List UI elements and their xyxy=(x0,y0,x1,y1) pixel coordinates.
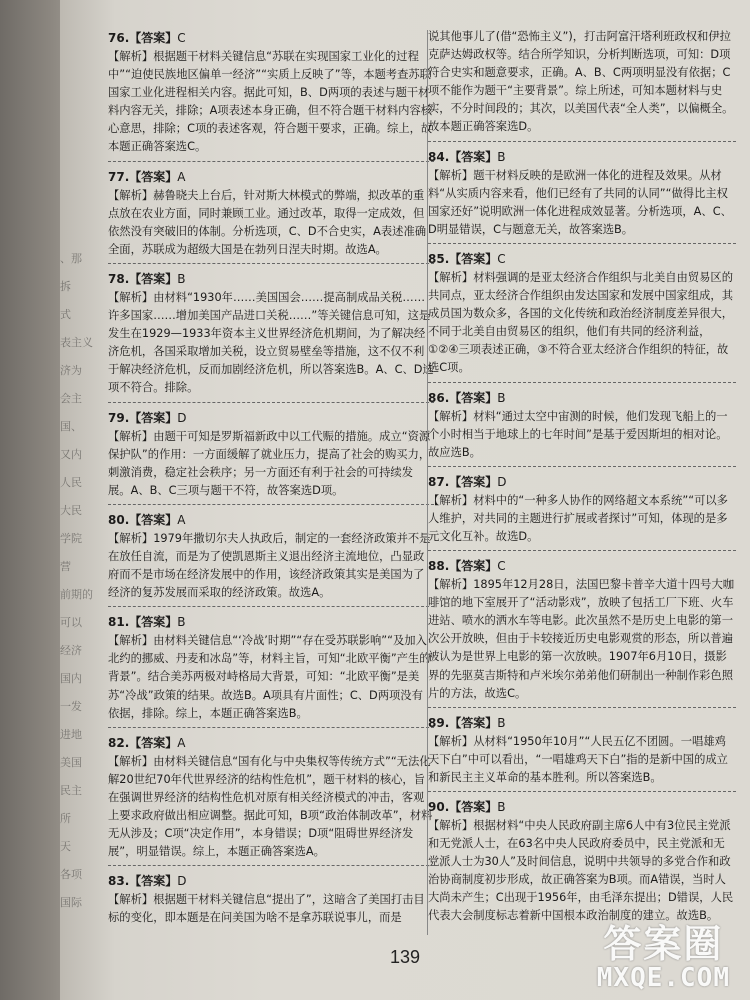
answer-block-86 xyxy=(428,388,736,467)
bleed-fragment: 国、 xyxy=(60,420,82,433)
answer-value: D xyxy=(497,474,507,489)
answer-label: 80.【答案】 xyxy=(108,512,178,527)
answer-value: B xyxy=(497,715,506,730)
bleed-fragment: 可以 xyxy=(60,616,82,629)
bleed-fragment: 国内 xyxy=(60,672,82,685)
left-answer-column xyxy=(108,28,434,932)
answer-label: 87.【答案】 xyxy=(428,474,498,489)
answer-label: 85.【答案】 xyxy=(428,251,498,266)
divider xyxy=(108,865,434,866)
analysis-text: 【解析】从材料“1950年10月”“人民五亿不团圆。一唱雄鸡天下白”中可以看出，“一唱雄鸡天下白”指的是新中国的成立和新民主主义革命的基本胜利。所以答案选B。 xyxy=(428,734,728,784)
bleed-fragment: 一发 xyxy=(60,700,82,713)
answer-label: 81.【答案】 xyxy=(108,615,178,630)
answer-label: 86.【答案】 xyxy=(428,390,498,405)
answer-value: C xyxy=(177,31,186,45)
right-answer-column xyxy=(428,28,736,931)
bleed-fragment: 营 xyxy=(60,560,71,573)
bleed-fragment: 天 xyxy=(60,840,71,853)
answer-block-77 xyxy=(108,167,434,264)
answer-label: 79.【答案】 xyxy=(108,410,178,425)
divider xyxy=(428,141,736,142)
answer-label: 89.【答案】 xyxy=(428,715,498,730)
page-number: 139 xyxy=(390,947,421,967)
answer-block-78 xyxy=(108,269,434,403)
bleed-fragment: 进地 xyxy=(60,728,82,741)
answer-value: B xyxy=(177,271,186,286)
answer-block-88 xyxy=(428,556,736,708)
divider xyxy=(108,504,434,505)
bleed-fragment: 又内 xyxy=(60,448,82,461)
watermark-url: MXQE.COM xyxy=(596,963,730,993)
bleed-fragment: 大民 xyxy=(60,504,82,517)
analysis-text: 【解析】根据题干材料关键信息“提出了”，这暗含了美国打击目标的变化，即本题是在问美国为啥不是拿苏联说事儿，而是 xyxy=(108,893,425,925)
answer-label: 78.【答案】 xyxy=(108,271,178,286)
divider xyxy=(108,727,434,728)
answer-block-82 xyxy=(108,733,434,867)
answer-value: B xyxy=(497,390,506,405)
analysis-text: 【解析】由材料关键信息“国有化与中央集权等传统方式”“无法化解20世纪70年代世界经济的结构性危机”，题干材料的核心，旨在强调世界经济的结构性危机对原有相关经济模式的冲击，客观上要求政府做出相应调整。据此可知，B项“政治体制改革”，材料无从涉及；C项“决定作用”，本身错误；D项“阻碍世界经济发展”，明显错误。综上，本题正确答案选A。 xyxy=(108,754,433,859)
answer-block-84 xyxy=(428,147,736,244)
bleed-fragment: 、那 xyxy=(60,252,82,265)
answer-label: 88.【答案】 xyxy=(428,559,498,574)
watermark-title: 答案圈 xyxy=(603,922,724,966)
analysis-text: 【解析】题干材料反映的是欧洲一体化的进程及效果。从材料“从实质内容来看，他们已经有了共同的认同”“做得比主权国家还好”说明欧洲一体化进程成效显著。分析选项，A、C、D明显错误，C与题意无关，故答案选B。 xyxy=(428,168,732,236)
analysis-text: 【解析】由题干可知是罗斯福新政中以工代赈的措施。成立“资源保护队”的作用：一方面缓解了就业压力，提高了社会的购买力，刺激消费，稳定社会秩序；另一方面还有利于社会的可持续发展。A、B、C三项与题干不符，故答案选D项。 xyxy=(108,429,431,497)
bleed-fragment: 式 xyxy=(60,308,71,321)
book-page xyxy=(60,0,750,1000)
answer-value: D xyxy=(177,410,187,425)
analysis-text: 【解析】由材料“1930年……美国国会……提高制成品关税……许多国家……增加美国产品进口关税……”等关键信息可知，这是发生在1929—1933年资本主义世界经济危机期间，为了解决经济危机，各国采取增加关税，设立贸易壁垒等措施，这不仅不利于解决经济危机，反而加剧经济危机，所以答案选B。A、C、D选项不符合。排除。 xyxy=(108,290,434,395)
divider xyxy=(428,243,736,244)
analysis-text: 【解析】根据题干材料关键信息“苏联在实现国家工业化的过程中”“迫使民族地区偏单一经济”“实质上反映了”等，本题考查苏联国家工业化进程相关内容。据此可知，B、D两项的表述与题干材料内容无关，排除；A项表述本身正确，但不符合题干材料内容核心意思，排除；C项的表述客观，符合题干要求，正确。综上，故本题正确答案选C。 xyxy=(108,50,433,154)
bleed-fragment: 经济 xyxy=(60,644,82,657)
divider xyxy=(428,550,736,551)
analysis-text: 【解析】1895年12月28日，法国巴黎卡普辛大道十四号大咖啡馆的地下室展开了“活动影戏”，放映了包括工厂下班、火车进站、喷水的洒水车等电影。此次虽然不是历史上电影的第一次公开放映，但由于卡较接近历史电影观赏的形态，所以普遍被认为是世界上电影的第一次放映。1907年6月10日，摄影界的先驱莫吉斯特和卢米埃尔弟弟他们研制出一种制作彩色照片的方法，故选C。 xyxy=(428,578,735,700)
answer-label: 76.【答案】 xyxy=(108,31,178,45)
answer-value: C xyxy=(497,251,506,266)
answer-block-87 xyxy=(428,472,736,551)
analysis-text: 【解析】1979年撒切尔夫人执政后，制定的一套经济政策并不是在放任自流，而是为了使凯恩斯主义退出经济主流地位，凸显政府而不是市场在经济发展中的作用，该经济政策其实是美国为了经济的复苏发展而采取的经济政策。故选A。 xyxy=(108,531,431,600)
bleed-fragment: 会主 xyxy=(60,392,82,405)
answer-value: B xyxy=(177,615,186,630)
bleed-fragment: 所 xyxy=(60,812,71,825)
answer-value: C xyxy=(497,559,506,574)
answer-label: 82.【答案】 xyxy=(108,735,178,750)
answer-block-83 xyxy=(108,871,434,927)
answer-value: A xyxy=(177,512,186,527)
answer-value: D xyxy=(177,874,187,889)
divider xyxy=(428,382,736,383)
answer-block-83-continued xyxy=(428,28,736,142)
analysis-text: 【解析】材料中的“一种多人协作的网络超文本系统”“可以多人维护，对共同的主题进行扩展或者探讨”可知，体现的是多元文化互补。故选D。 xyxy=(428,493,728,543)
answer-value: A xyxy=(177,735,186,750)
site-watermark-logo xyxy=(597,924,730,992)
divider xyxy=(108,402,434,403)
answer-value: B xyxy=(497,800,506,814)
answer-block-89 xyxy=(428,713,736,792)
bleed-fragment: 学院 xyxy=(60,532,82,545)
analysis-text: 【解析】材料强调的是亚太经济合作组织与北美自由贸易区的共同点，亚太经济合作组织由发达国家和发展中国家组成，其成员国为数众多，各国的文化传统和政治经济制度差异很大，不同于北美自由贸易区的组织，他们有共同的经济利益，①②④三项表述正确，③不符合亚太经济合作组织的特征，故选C项。 xyxy=(428,270,734,375)
answer-value: B xyxy=(497,149,506,164)
bleed-fragment: 拆 xyxy=(60,280,71,293)
bleed-fragment: 民主 xyxy=(60,784,82,797)
answer-label: 83.【答案】 xyxy=(108,874,178,889)
answer-block-85 xyxy=(428,249,736,383)
answer-label: 77.【答案】 xyxy=(108,169,178,184)
bleed-fragment: 人民 xyxy=(60,476,82,489)
divider xyxy=(428,466,736,467)
answer-block-79 xyxy=(108,408,434,505)
divider xyxy=(428,791,736,792)
divider xyxy=(108,161,434,162)
divider xyxy=(108,606,434,607)
divider xyxy=(108,263,434,264)
bleed-fragment: 各项 xyxy=(60,868,82,881)
analysis-text: 说其他事儿了(借“恐怖主义”)，打击阿富汗塔利班政权和伊拉克萨达姆政权等。结合所学知识，分析判断选项，可知：D项符合史实和题意要求，正确。A、B、C两项明显没有依据；C项不能作为题干“主要背景”。综上所述，可知本题材料与史实，不分时间段的；其次，以美国代表“全人类”，以偏概全。故本题正确答案选D。 xyxy=(428,30,734,134)
answer-label: 90.【答案】 xyxy=(428,800,498,814)
answer-label: 84.【答案】 xyxy=(428,149,498,164)
analysis-text: 【解析】材料“通过太空中宙测的时候，他们发现飞船上的一个小时相当于地球上的七年时间”是基于爱因斯坦的相对论。故应选B。 xyxy=(428,409,728,459)
answer-block-81 xyxy=(108,612,434,727)
bleed-fragment: 前期的 xyxy=(60,588,93,601)
answer-value: A xyxy=(177,169,186,184)
divider xyxy=(428,707,736,708)
analysis-text: 【解析】赫鲁晓夫上台后，针对斯大林模式的弊端，拟改革的重点放在农业方面，同时兼顾工业。通过改革，取得一定成效，但依然没有突破旧的体制。分析选项，C、D不合史实，A表述准确全面，苏联成为超级大国是在勃列日涅夫时期。故选A。 xyxy=(108,188,427,256)
analysis-text: 【解析】由材料关键信息“‘冷战’时期”“存在受苏联影响”“及加入北约的挪威、丹麦和冰岛”等，材料主旨，可知“北欧平衡”产生的背景”。结合美苏两极对峙格局大背景，可知：“北欧平衡”是美苏“冷战”政策的结果。故选B。A项具有片面性；C、D两项没有依据，排除。综上，本题正确答案选B。 xyxy=(108,634,431,720)
answer-block-80 xyxy=(108,510,434,607)
answer-block-90 xyxy=(428,797,736,926)
bleed-fragment: 济为 xyxy=(60,364,82,377)
bleed-fragment: 国际 xyxy=(60,896,82,909)
bleed-fragment: 美国 xyxy=(60,756,82,769)
bleed-fragment: 表主义 xyxy=(60,336,93,349)
answer-block-76 xyxy=(108,28,434,162)
analysis-text: 【解析】根据材料“中央人民政府副主席6人中有3位民主党派和无党派人士，在63名中央人民政府委员中，民主党派和无党派人士为30人”及时间信息，说明中共领导的多党合作和政治协商制度初步形成，故正确答案为B项。而A错误，当时人大尚未产生；C出现于1956年，由毛泽东提出；D错误，人民代表大会制度标志着新中国根本政治制度的建立。故选B。 xyxy=(428,819,734,923)
